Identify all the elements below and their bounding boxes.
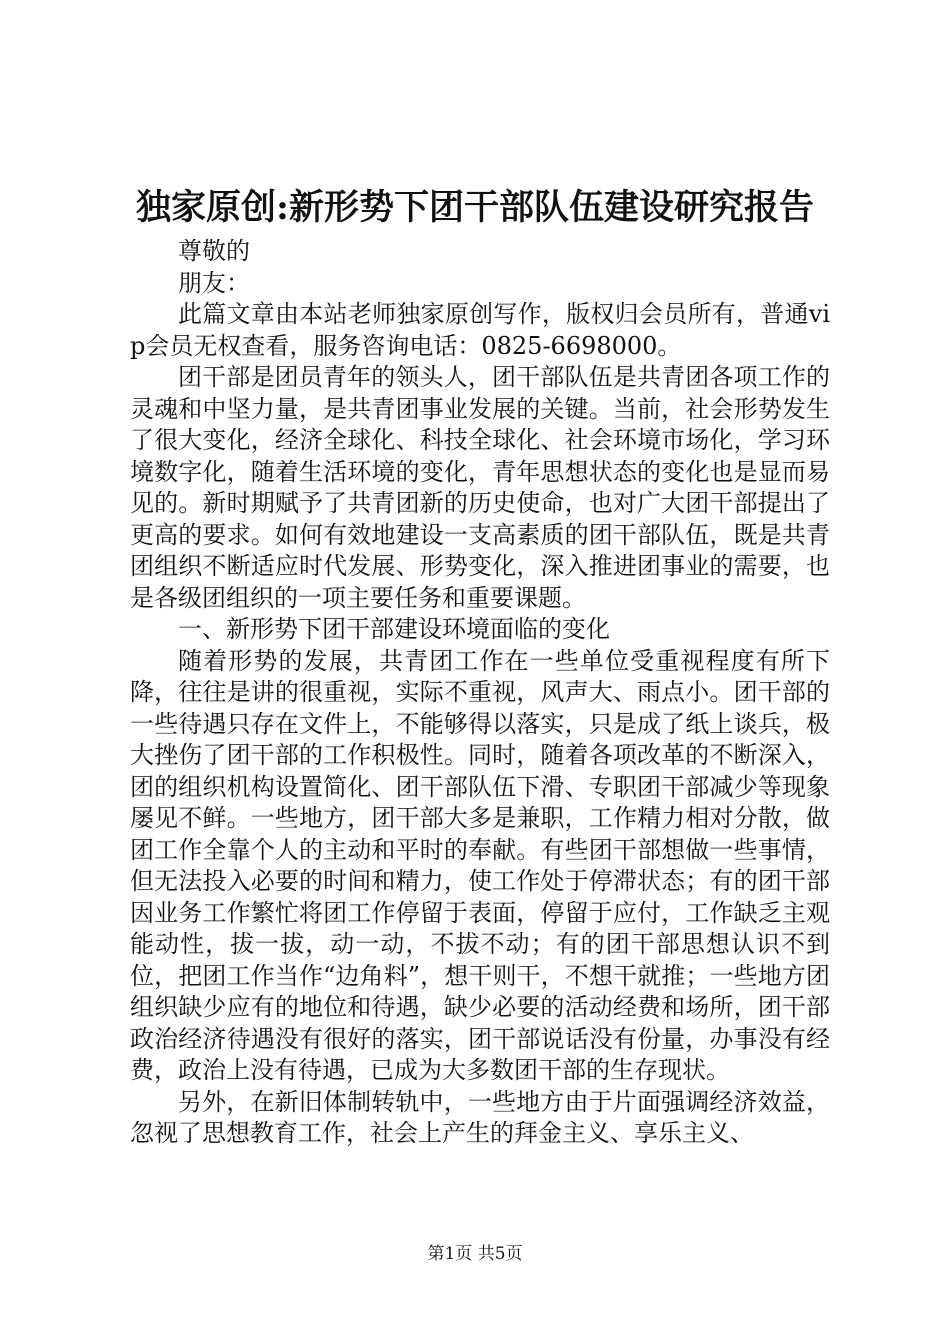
copyright-notice-paragraph: 此篇文章由本站老师独家原创写作，版权归会员所有，普通vip会员无权查看，服务咨询电话：0825-6698000。: [130, 300, 830, 360]
document-body: [130, 236, 830, 1150]
page-number-footer: 第1页 共5页: [427, 1244, 523, 1264]
document-title: 独家原创:新形势下团干部队伍建设研究报告: [136, 187, 814, 228]
salutation-line-1: 尊敬的: [178, 237, 250, 265]
section-heading: 一、新形势下团干部建设环境面临的变化: [178, 615, 610, 643]
salutation-line-2: 朋友：: [178, 268, 250, 297]
body-paragraph: 随着形势的发展，共青团工作在一些单位受重视程度有所下降，往往是讲的很重视，实际不重视，风声大、雨点小。团干部的一些待遇只存在文件上，不能够得以落实，只是成了纸上谈兵，极大挫伤了团干部的工作积极性。同时，随着各项改革的不断深入，团的组织机构设置简化、团干部队伍下滑、专职团干部减少等现象屡见不鲜。一些地方，团干部大多是兼职，工作精力相对分散，做团工作全靠个人的主动和平时的奉献。有些团干部想做一些事情，但无法投入必要的时间和精力，使工作处于停滞状态；有的团干部因业务工作繁忙将团工作停留于表面，停留于应付，工作缺乏主观能动性，拔一拔，动一动，不拔不动；有的团干部思想认识不到位，把团工作当作“边角料”，想干则干，不想干就推；一些地方团组织缺少应有的地位和待遇，缺少必要的活动经费和场所，团干部政治经济待遇没有很好的落实，团干部说话没有份量，办事没有经费，政治上没有待遇，已成为大多数团干部的生存现状。: [130, 646, 830, 1084]
body-paragraph: 另外，在新旧体制转轨中，一些地方由于片面强调经济效益，忽视了思想教育工作，社会上产生的拜金主义、享乐主义、: [130, 1087, 830, 1147]
intro-paragraph: 团干部是团员青年的领头人，团干部队伍是共青团各项工作的灵魂和中坚力量，是共青团事业发展的关键。当前，社会形势发生了很大变化，经济全球化、科技全球化、社会环境市场化，学习环境数字化，随着生活环境的变化，青年思想状态的变化也是显而易见的。新时期赋予了共青团新的历史使命，也对广大团干部提出了更高的要求。如何有效地建设一支高素质的团干部队伍，既是共青团组织不断适应时代发展、形势变化，深入推进团事业的需要，也是各级团组织的一项主要任务和重要课题。: [130, 363, 830, 612]
